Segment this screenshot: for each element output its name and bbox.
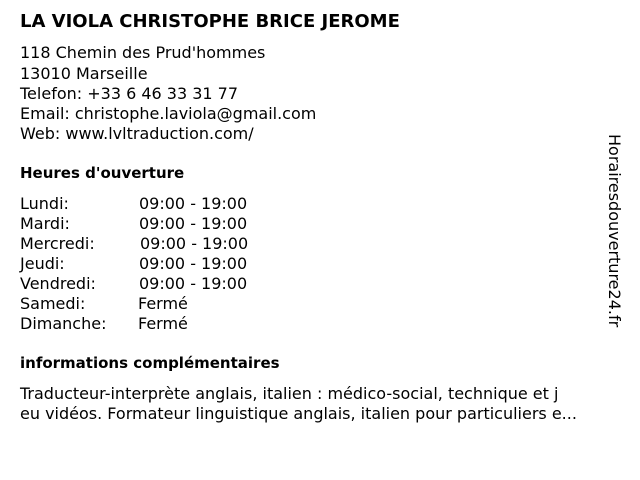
additional-info-text [20,384,630,424]
hours-time-value: 09:00 - 19:00 [139,254,248,273]
hours-time-value: Fermé [138,314,188,333]
opening-hours-heading: Heures d'ouverture [20,164,185,182]
hours-day-label: Jeudi: [20,254,65,273]
additional-info-line-2: eu vidéos. Formateur linguistique anglais, italien pour particuliers e... [20,404,577,423]
hours-time-value: Fermé [138,294,188,313]
hours-day-label: Dimanche: [20,314,107,333]
additional-info-heading: informations complémentaires [20,354,280,372]
hours-time-value: 09:00 - 19:00 [139,194,248,213]
hours-day-label: Mercredi: [20,234,95,253]
hours-day-label: Samedi: [20,294,86,313]
email-line: Email: christophe.laviola@gmail.com [20,104,317,123]
address-line-1: 118 Chemin des Prud'hommes [20,43,266,62]
web-line: Web: www.lvltraduction.com/ [20,124,254,143]
hours-day-label: Mardi: [20,214,70,233]
hours-day-label: Vendredi: [20,274,96,293]
hours-time-value: 09:00 - 19:00 [140,234,249,253]
business-name: LA VIOLA CHRISTOPHE BRICE JEROME [20,11,400,32]
hours-time-value: 09:00 - 19:00 [139,274,248,293]
site-watermark: Horairesdouverture24.fr [605,134,624,328]
hours-day-label: Lundi: [20,194,69,213]
additional-info-line-1: Traducteur-interprète anglais, italien : médico-social, technique et j [20,384,559,403]
address-line-2: 13010 Marseille [20,64,148,83]
phone-line: Telefon: +33 6 46 33 31 77 [20,84,239,103]
hours-time-value: 09:00 - 19:00 [139,214,248,233]
